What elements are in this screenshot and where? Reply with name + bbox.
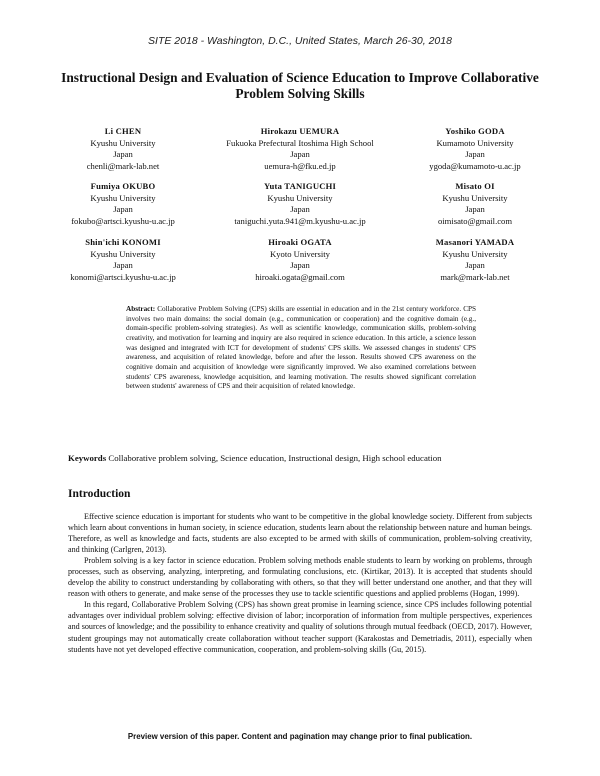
author-name: Fumiya OKUBO — [90, 181, 156, 191]
author-name: Misato OI — [455, 181, 495, 191]
abstract — [126, 305, 476, 392]
author-name: Li CHEN — [104, 126, 142, 136]
keywords — [68, 453, 538, 463]
author-name: Hiroaki OGATA — [268, 237, 332, 247]
author-block — [210, 126, 390, 172]
keywords-label: Keywords — [68, 453, 107, 463]
author-country: Japan — [290, 149, 310, 159]
author-country: Japan — [465, 204, 485, 214]
author-name: Yuta TANIGUCHI — [263, 181, 337, 191]
author-email: chenli@mark-lab.net — [86, 160, 160, 171]
author-name: Yoshiko GODA — [445, 126, 505, 136]
author-block — [210, 237, 390, 283]
author-affiliation: Kumamoto University — [436, 137, 514, 148]
author-name: Shin'ichi KONOMI — [85, 237, 161, 247]
author-block — [390, 181, 560, 227]
abstract-text: Collaborative Problem Solving (CPS) skills are essential in education and in the 21st century workforce. CPS involves two main domains: the social domain (e.g., communication or cooperation) and the cognitive domain (e.g., domain-specific problem-solving strategies). As well as scientific knowledge, communication skills, problem-solving creativity, and motivation for learning and inquiry are also required in science education. In this article, a science lesson was designed and integrated with ICT for development of students' CPS skills. We assessed changes in students' CPS awareness, and acquisition of related knowledge, before and after the lesson. Results showed CPS awareness on the cognitive domain and acquisition of knowledge were significantly improved. We also examined correlations between students' CPS awareness, knowledge acquisition, and learning motivation. The results showed significant correlation between students' awareness of CPS and their acquisition of related knowledge. — [126, 305, 477, 391]
abstract-label: Abstract: — [126, 305, 156, 313]
author-block — [390, 237, 560, 283]
paper-title: Instructional Design and Evaluation of Science Education to Improve Collaborative Problem Solving Skills — [61, 70, 539, 101]
author-affiliation: Fukuoka Prefectural Itoshima High School — [226, 137, 374, 148]
author-affiliation: Kyoto University — [270, 248, 330, 259]
author-country: Japan — [113, 204, 133, 214]
author-block — [38, 126, 208, 172]
author-email: oimisato@gmail.com — [437, 215, 513, 226]
author-email: konomi@artsci.kyushu-u.ac.jp — [70, 271, 176, 282]
author-block — [390, 126, 560, 172]
preview-footer: Preview version of this paper. Content and pagination may change prior to final publication. — [127, 732, 473, 741]
author-affiliation: Kyushu University — [442, 192, 508, 203]
author-country: Japan — [290, 204, 310, 214]
author-affiliation: Kyushu University — [90, 137, 156, 148]
author-block — [38, 237, 208, 283]
author-email: ygoda@kumamoto-u.ac.jp — [429, 160, 521, 171]
author-affiliation: Kyushu University — [90, 248, 156, 259]
conference-header: SITE 2018 - Washington, D.C., United States, March 26-30, 2018 — [148, 35, 452, 47]
author-name: Masanori YAMADA — [435, 237, 515, 247]
author-affiliation: Kyushu University — [90, 192, 156, 203]
author-email: hiroaki.ogata@gmail.com — [255, 271, 345, 282]
author-country: Japan — [113, 260, 133, 270]
author-block — [210, 181, 390, 227]
author-country: Japan — [113, 149, 133, 159]
author-affiliation: Kyushu University — [442, 248, 508, 259]
author-name: Hirokazu UEMURA — [260, 126, 340, 136]
paragraph: Problem solving is a key factor in science education. Problem solving methods enable students to learn by working on problems, through processes, such as observing, analyzing, interpreting, and formulating conclusions, etc. (Kirtikar, 2013). It is accepted that students should develop the ability to construct understanding by collaborating with others, so that they will better understand one another, and that they will reason with others to generate, and make sense of the processes they use to tackle scientific questions and applied problems (Hogan, 1999). — [68, 556, 532, 599]
author-email: fokubo@artsci.kyushu-u.ac.jp — [71, 215, 175, 226]
author-email: mark@mark-lab.net — [440, 271, 510, 282]
author-country: Japan — [465, 149, 485, 159]
author-affiliation: Kyushu University — [267, 192, 333, 203]
author-country: Japan — [465, 260, 485, 270]
paragraph: Effective science education is important for students who want to be competitive in the global knowledge society. Different from subjects which learn about conventions in human society, in science education, students learn about the relationship between nature and human beings. Therefore, as well as knowledge and facts, students are also excepted to be armed with skills of communication, problem-solving creativity, and thinking (Carlgren, 2013). — [68, 512, 532, 555]
author-email: uemura-h@fku.ed.jp — [264, 160, 336, 171]
author-email: taniguchi.yuta.941@m.kyushu-u.ac.jp — [234, 215, 366, 226]
author-country: Japan — [290, 260, 310, 270]
paragraph: In this regard, Collaborative Problem Solving (CPS) has shown great promise in learning science, since CPS includes following potential advantages over individual problem solving: effective division of labor; incorporation of information from multiple perspectives, experiences and sources of knowledge; and the possibility to enhance creativity and quality of solutions through mutual feedback (OECD, 2017). However, student groupings may not automatically create collaboration without teacher support (Karakostas and Demetriadis, 2011), especially when students have not yet developed effective communication, cooperation, and problem-solving skills (Gu, 2015). — [68, 600, 532, 654]
section-title: Introduction — [68, 488, 131, 500]
keywords-text: Collaborative problem solving, Science education, Instructional design, High school education — [108, 453, 442, 463]
body-text — [68, 511, 532, 655]
author-block — [38, 181, 208, 227]
